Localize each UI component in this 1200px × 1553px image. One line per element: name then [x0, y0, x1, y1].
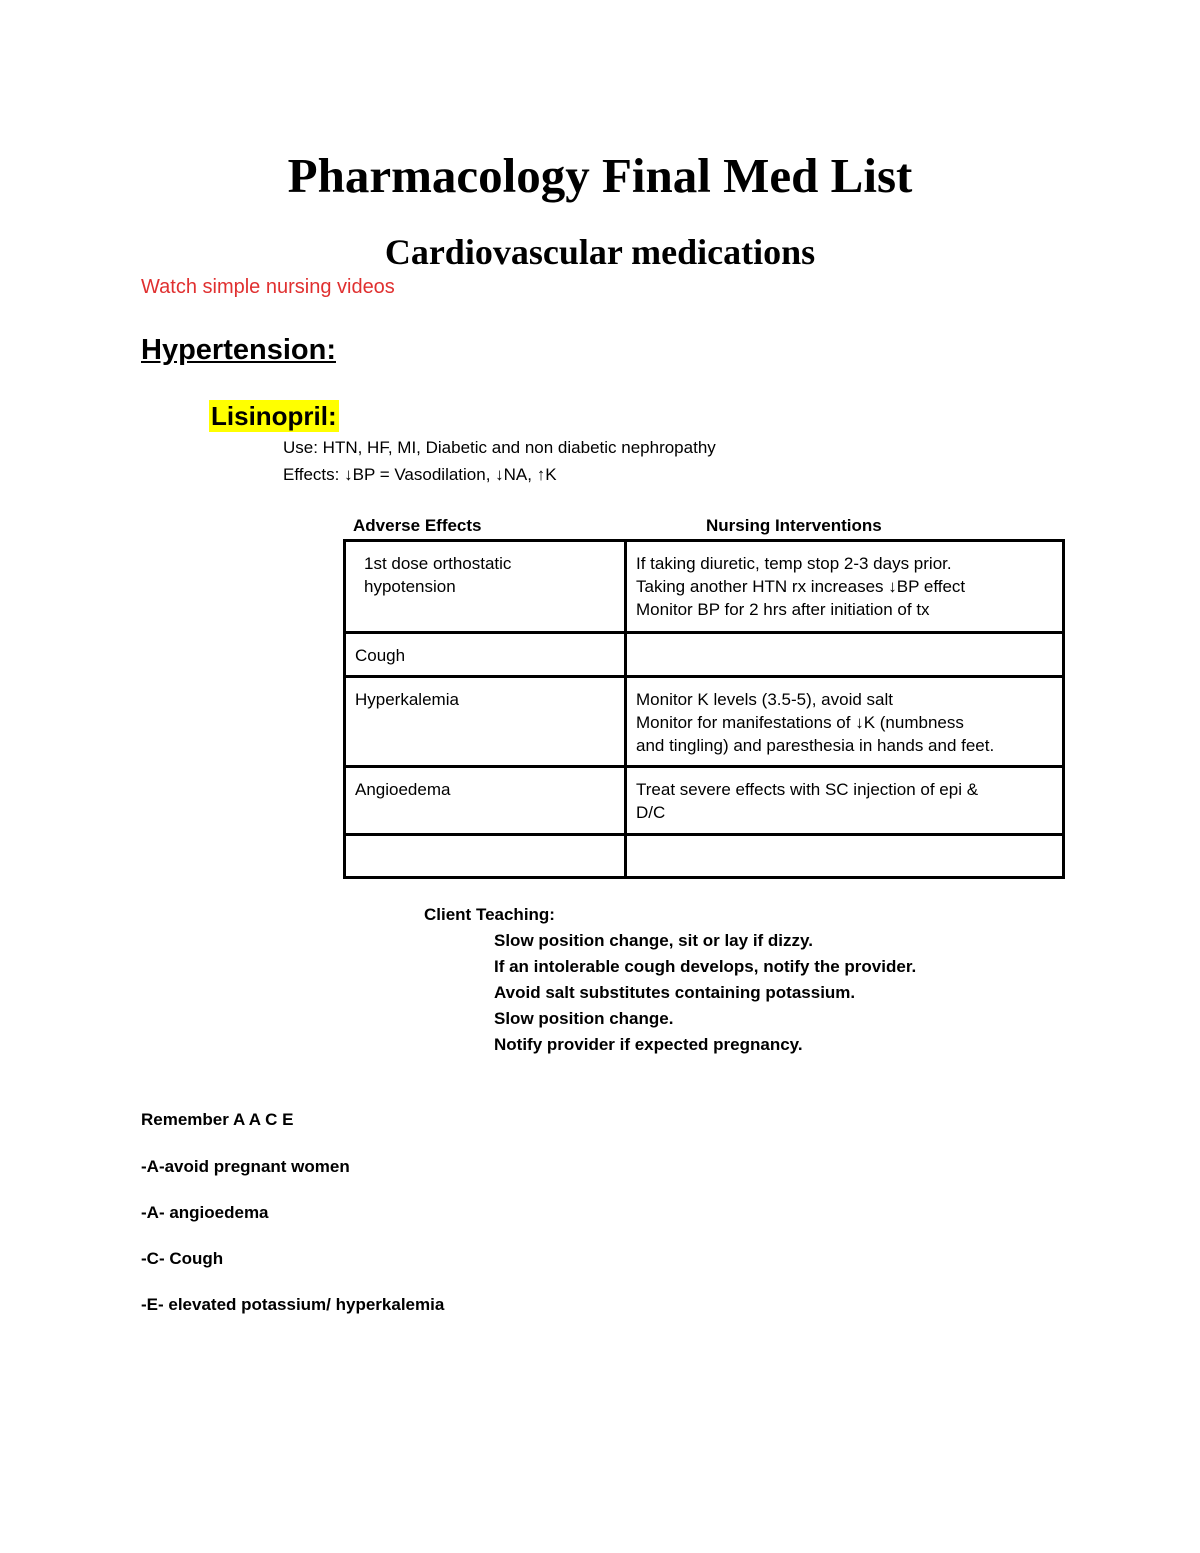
mnemonic-item: -C- Cough [141, 1249, 224, 1268]
adverse-effect-cell [345, 677, 626, 767]
cell-text: If taking diuretic, temp stop 2-3 days prior. [636, 554, 952, 573]
nursing-intervention-cell [626, 633, 1064, 677]
teaching-item: Notify provider if expected pregnancy. [494, 1035, 803, 1054]
section-heading-hypertension: Hypertension: [141, 334, 336, 366]
mnemonic-item: -E- elevated potassium/ hyperkalemia [141, 1295, 445, 1314]
cell-text: 1st dose orthostatic [364, 554, 512, 573]
column-header-adverse-effects: Adverse Effects [353, 516, 482, 535]
teaching-item: Avoid salt substitutes containing potassium. [494, 983, 856, 1002]
table-row [345, 633, 1064, 677]
cell-text: Cough [355, 646, 406, 665]
adverse-effect-cell [345, 541, 626, 633]
document-subtitle: Cardiovascular medications [384, 232, 816, 272]
study-note: Watch simple nursing videos [141, 276, 395, 298]
cell-text: hypotension [364, 577, 456, 596]
cell-text: Monitor K levels (3.5-5), avoid salt [636, 690, 893, 709]
cell-text: D/C [636, 803, 666, 822]
mnemonic-item: -A-avoid pregnant women [141, 1157, 350, 1176]
mnemonic-item: -A- angioedema [141, 1203, 269, 1222]
mnemonic-heading: Remember A A C E [141, 1110, 294, 1129]
cell-text: Monitor BP for 2 hrs after initiation of tx [636, 600, 930, 619]
adverse-effect-cell [345, 835, 626, 878]
table-row [345, 677, 1064, 767]
adverse-effect-cell [345, 767, 626, 835]
cell-text: Taking another HTN rx increases ↓BP effect [636, 577, 966, 596]
drug-use: Use: HTN, HF, MI, Diabetic and non diabetic nephropathy [283, 438, 716, 457]
drug-name-lisinopril: Lisinopril: [211, 401, 337, 431]
table-row [345, 835, 1064, 878]
teaching-item: If an intolerable cough develops, notify the provider. [494, 957, 917, 976]
adverse-effect-cell [345, 633, 626, 677]
nursing-intervention-cell [626, 677, 1064, 767]
drug-effects: Effects: ↓BP = Vasodilation, ↓NA, ↑K [283, 465, 557, 484]
column-header-nursing-interventions: Nursing Interventions [706, 516, 882, 535]
table-row [345, 541, 1064, 633]
teaching-item: Slow position change. [494, 1009, 674, 1028]
teaching-item: Slow position change, sit or lay if dizzy. [494, 931, 813, 950]
cell-text: Treat severe effects with SC injection of epi & [636, 780, 979, 799]
document-title: Pharmacology Final Med List [287, 148, 913, 203]
cell-text: Hyperkalemia [355, 690, 459, 709]
nursing-intervention-cell [626, 541, 1064, 633]
table-row [345, 767, 1064, 835]
cell-text: Angioedema [355, 780, 451, 799]
cell-text: Monitor for manifestations of ↓K (numbness [636, 713, 964, 732]
nursing-intervention-cell [626, 835, 1064, 878]
adverse-effects-table [343, 539, 1065, 879]
nursing-intervention-cell [626, 767, 1064, 835]
client-teaching-heading: Client Teaching: [424, 905, 555, 924]
cell-text: and tingling) and paresthesia in hands and feet. [636, 736, 995, 755]
